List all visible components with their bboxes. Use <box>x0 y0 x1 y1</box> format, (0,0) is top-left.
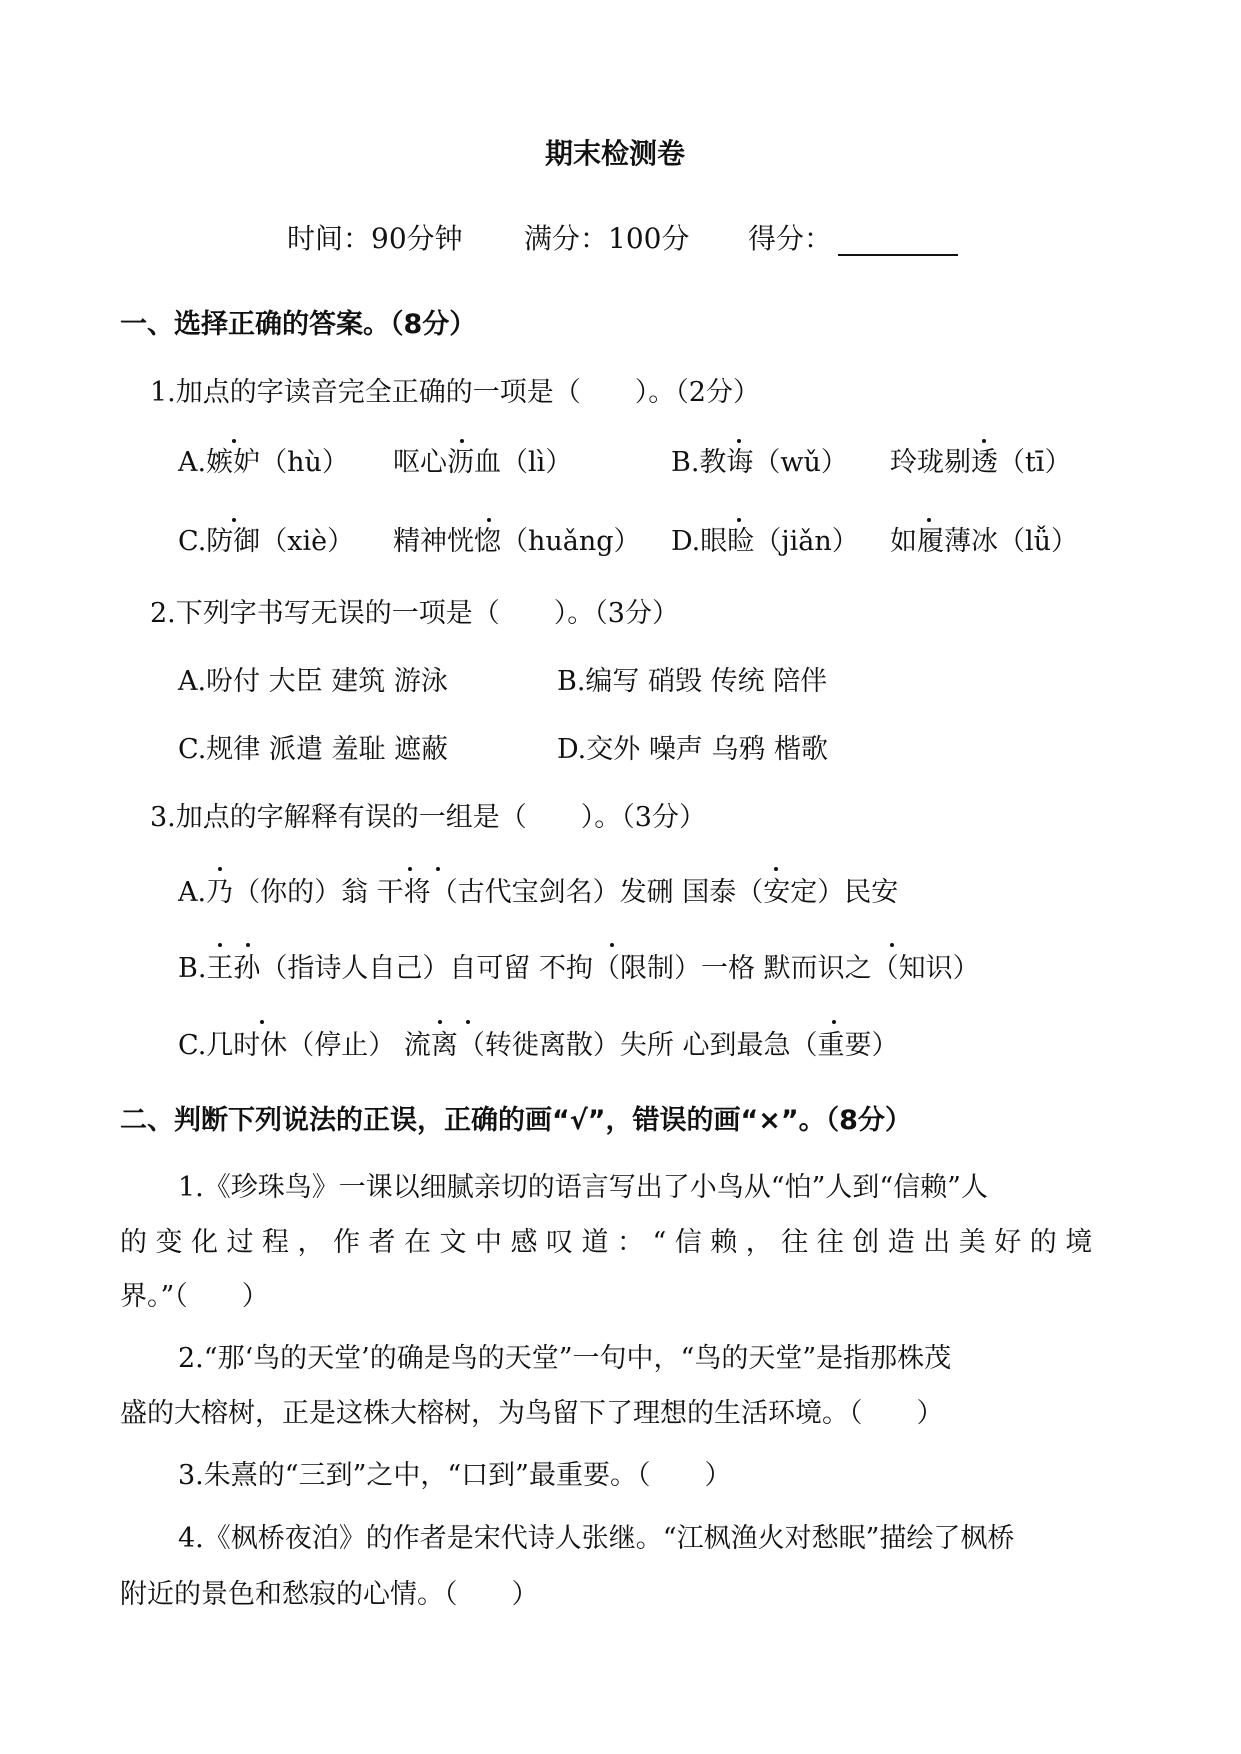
emphasis-dot <box>246 943 250 947</box>
emphasis-dot <box>260 1020 264 1024</box>
emphasis-dot <box>232 518 236 522</box>
emphasis-dot <box>832 1020 836 1024</box>
q1-option-c-1: C.防御（xiè） <box>178 526 355 557</box>
emphasis-dot <box>436 867 440 871</box>
emphasis-dot <box>774 867 778 871</box>
q2-option-a: A.吩付 大臣 建筑 游泳 <box>178 666 448 697</box>
q1-option-b-2: 玲珑剔透（tī） <box>890 447 1072 478</box>
exam-time: 时间：90分钟 <box>287 222 463 255</box>
emphasis-dot <box>218 943 222 947</box>
score-blank[interactable] <box>838 254 958 256</box>
statement-4-line-1: 4.《枫桥夜泊》的作者是宋代诗人张继。“江枫渔火对愁眠”描绘了枫桥 <box>178 1523 1015 1554</box>
exam-title: 期末检测卷 <box>545 137 686 170</box>
q1-option-d-1: D.眼睑（jiǎn） <box>671 526 859 557</box>
q2-option-c: C.规律 派遣 羞耻 遮蔽 <box>178 734 449 765</box>
exam-score-label: 得分： <box>748 222 833 255</box>
emphasis-dot <box>610 943 614 947</box>
q1-option-b-1: B.教诲（wǔ） <box>671 447 848 478</box>
q3-option-c: C.几时休（停止） 流离（转徙离散）失所 心到最急（重要） <box>178 1030 899 1061</box>
emphasis-dot <box>408 867 412 871</box>
emphasis-dot <box>218 867 222 871</box>
q1-option-a-1: A.嫉妒（hù） <box>178 447 349 478</box>
q2-stem: 2.下列字书写无误的一项是（ ）。（3分） <box>150 598 679 629</box>
q1-option-c-2: 精神恍惚（huǎng） <box>393 526 641 557</box>
emphasis-dot <box>737 518 741 522</box>
q3-option-a: A.乃（你的）翁 干将（古代宝剑名）发硎 国泰（安定）民安 <box>178 877 899 908</box>
q1-stem: 1.加点的字读音完全正确的一项是（ ）。（2分） <box>150 377 760 408</box>
section-one-heading: 一、选择正确的答案。（8分） <box>120 309 477 340</box>
q1-option-a-2: 呕心沥血（lì） <box>393 447 573 478</box>
statement-3-line-1: 3.朱熹的“三到”之中，“口到”最重要。（ ） <box>178 1460 732 1491</box>
q1-option-d-2: 如履薄冰（lǚ） <box>890 526 1079 557</box>
statement-1-line-3: 界。”（ ） <box>120 1281 269 1312</box>
emphasis-dot <box>460 439 464 443</box>
q2-option-b: B.编写 硝毁 传统 陪伴 <box>557 666 828 697</box>
emphasis-dot <box>927 518 931 522</box>
q3-stem: 3.加点的字解释有误的一组是（ ）。（3分） <box>150 802 706 833</box>
emphasis-dot <box>438 1020 442 1024</box>
emphasis-dot <box>737 439 741 443</box>
section-two-heading: 二、判断下列说法的正误，正确的画“√”，错误的画“×”。（8分） <box>120 1105 912 1136</box>
emphasis-dot <box>487 518 491 522</box>
emphasis-dot <box>232 439 236 443</box>
exam-full-score: 满分：100分 <box>524 222 690 255</box>
statement-4-line-2: 附近的景色和愁寂的心情。（ ） <box>120 1579 539 1610</box>
statement-1-line-2: 的变化过程，作者在文中感叹道：“信赖，往往创造出美好的境 <box>120 1227 1101 1258</box>
q2-option-d: D.交外 噪声 乌鸦 楷歌 <box>557 734 829 765</box>
emphasis-dot <box>890 943 894 947</box>
emphasis-dot <box>466 1020 470 1024</box>
statement-2-line-2: 盛的大榕树，正是这株大榕树，为鸟留下了理想的生活环境。（ ） <box>120 1398 944 1429</box>
q3-option-b: B.王孙（指诗人自己）自可留 不拘（限制）一格 默而识之（知识） <box>178 953 980 984</box>
statement-1-line-1: 1.《珍珠鸟》一课以细腻亲切的语言写出了小鸟从“怕”人到“信赖”人 <box>178 1172 988 1203</box>
emphasis-dot <box>982 439 986 443</box>
statement-2-line-1: 2.“那‘鸟的天堂’的确是鸟的天堂”一句中，“鸟的天堂”是指那株茂 <box>178 1343 952 1374</box>
